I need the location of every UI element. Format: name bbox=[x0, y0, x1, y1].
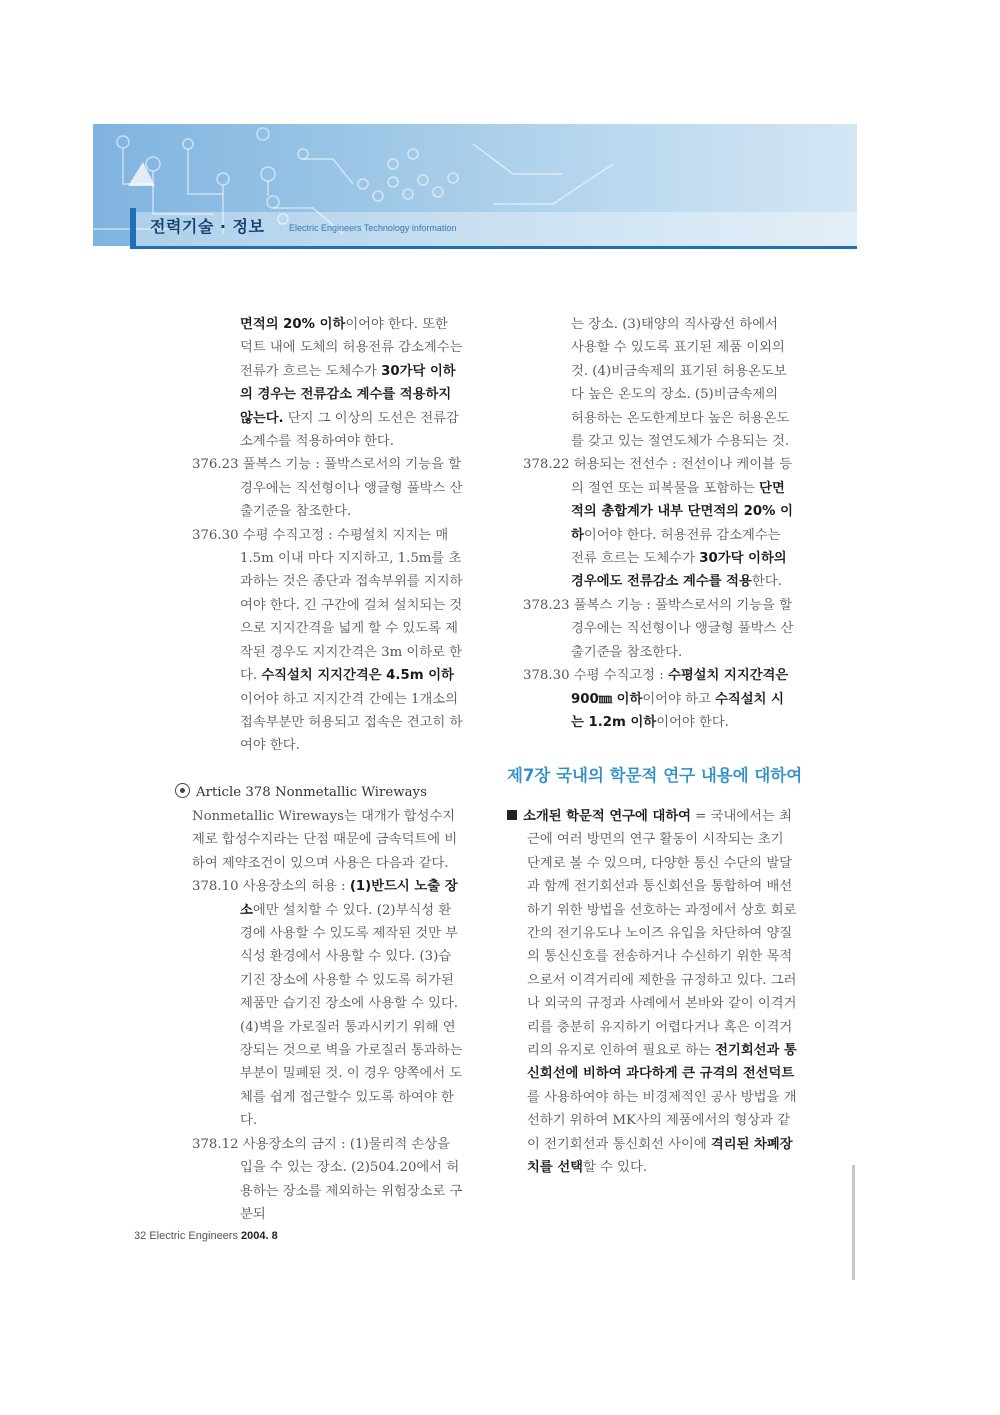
left-column bbox=[192, 313, 464, 758]
square-bullet-icon bbox=[507, 810, 517, 820]
section-title: 전력기술 · 정보 bbox=[150, 217, 265, 236]
right-column-chapter bbox=[507, 805, 797, 1180]
header-rule bbox=[130, 246, 857, 249]
clause-378-10: 378.10 사용장소의 허용 : (1)반드시 노출 장소에만 설치할 수 있다. (2)부식성 환경에 사용할 수 있도록 제작된 것만 부식성 환경에서 사용할 수 있다. (3)습기진 장소에 사용할 수 있도록 허가된 제품만 습기진 장소에 사용할 수 있다. (4)벽을 가로질러 통과시키기 위해 연장되는 것으로 벽을 가로질러 통과하는 부분이 밀폐된 것. 이 경우 양쪽에서 도체를 쉽게 접근할수 있도록 하여야 한다. bbox=[192, 879, 463, 1129]
clause-378-23: 378.23 풀복스 기능 : 풀박스로서의 기능을 할 경우에는 직선형이나 앵글형 풀박스 산출기준을 참조한다. bbox=[523, 597, 794, 660]
paragraph: 면적의 20% 이하이어야 한다. 또한 덕트 내에 도체의 허용전류 감소계수는 전류가 흐르는 도체수가 30가닥 이하의 경우는 전류감소 계수를 적용하지 않는다. 단지 그 이상의 도선은 전류감소계수를 적용하여야 한다. bbox=[240, 317, 463, 450]
left-column-article bbox=[192, 805, 464, 1226]
article-intro: Nonmetallic Wireways는 대개가 합성수지제로 합성수지라는 단점 때문에 금속덕트에 비하여 제약조건이 있으며 사용은 다음과 같다. bbox=[192, 809, 458, 871]
clause-378-30: 378.30 수평 수직고정 : 수평설치 지지간격은 900㎜ 이하이어야 하고 수직설치 시는 1.2m 이하이어야 한다. bbox=[523, 668, 789, 730]
page-number: 32 bbox=[134, 1230, 147, 1242]
article-heading: Article 378 Nonmetallic Wireways bbox=[175, 781, 475, 804]
page-edge bbox=[852, 1165, 855, 1280]
magazine-name: Electric Engineers bbox=[149, 1230, 238, 1242]
paragraph: 는 장소. (3)태양의 직사광선 하에서 사용할 수 있도록 표기된 제품 이외의 것. (4)비금속제의 표기된 허용온도보다 높은 온도의 장소. (5)비금속제의 허용하는 온도한계보다 높은 허용온도를 갖고 있는 절연도체가 수용되는 것. bbox=[571, 317, 790, 450]
circle-bullet-icon bbox=[175, 783, 190, 798]
research-paragraph: 소개된 학문적 연구에 대하여 = 국내에서는 최근에 여러 방면의 연구 활동이 시작되는 초기 단계로 볼 수 있으며, 다양한 통신 수단의 발달과 함께 전기회선과 통신회선을 통합하여 배선하기 위한 방법을 선호하는 과정에서 상호 회로간의 전기유도나 노이즈 유입을 차단하여 양질의 통신신호를 전송하거나 수신하기 위한 목적으로서 이격거리에 제한을 규정하고 있다. 그러나 외국의 규정과 사례에서 본바와 같이 이격거리를 충분히 유지하기 어렵다거나 혹은 이격거리의 유지로 인하여 필요로 하는 전기회선과 통신회선에 비하여 과다하게 큰 규격의 전선덕트를 사용하여야 하는 비경제적인 공사 방법을 개선하기 위하여 MK사의 제품에서의 형상과 같이 전기회선과 통신회선 사이에 격리된 차폐장치를 선택할 수 있다. bbox=[507, 805, 797, 1180]
right-column bbox=[523, 313, 795, 734]
section-subtitle: Electric Engineers Technology information bbox=[289, 223, 457, 233]
header-accent-bar bbox=[130, 208, 136, 246]
clause-376-30: 376.30 수평 수직고정 : 수평설치 지지는 매 1.5m 이내 마다 지지하고, 1.5m를 초과하는 것은 종단과 접속부위를 지지하여야 한다. 긴 구간에 걸쳐 설치되는 것으로 지지간격을 넓게 할 수 있도록 제작된 경우도 지지간격은 3m 이하로 한다. 수직설치 지지간격은 4.5m 이하이어야 하고 지지간격 간에는 1개소의 접속부분만 허용되고 접속은 견고히 하여야 한다. bbox=[192, 527, 463, 754]
clause-378-12: 378.12 사용장소의 금지 : (1)물리적 손상을 입을 수 있는 장소. (2)504.20에서 허용하는 장소를 제외하는 위험장소로 구분되 bbox=[192, 1136, 463, 1222]
page-footer bbox=[134, 1230, 278, 1242]
clause-378-22: 378.22 허용되는 전선수 : 전선이나 케이블 등의 절연 또는 피복물을 포함하는 단면적의 총합계가 내부 단면적의 20% 이하이어야 한다. 허용전류 감소계수는 전류 흐르는 도체수가 30가닥 이하의 경우에도 전류감소 계수를 적용한다. bbox=[523, 457, 793, 590]
issue-date: 2004. 8 bbox=[241, 1230, 278, 1242]
clause-376-23: 376.23 풀복스 기능 : 풀박스로서의 기능을 할 경우에는 직선형이나 앵글형 풀박스 산출기준을 참조한다. bbox=[192, 457, 463, 520]
chapter-heading: 제7장 국내의 학문적 연구 내용에 대하여 bbox=[507, 766, 803, 785]
